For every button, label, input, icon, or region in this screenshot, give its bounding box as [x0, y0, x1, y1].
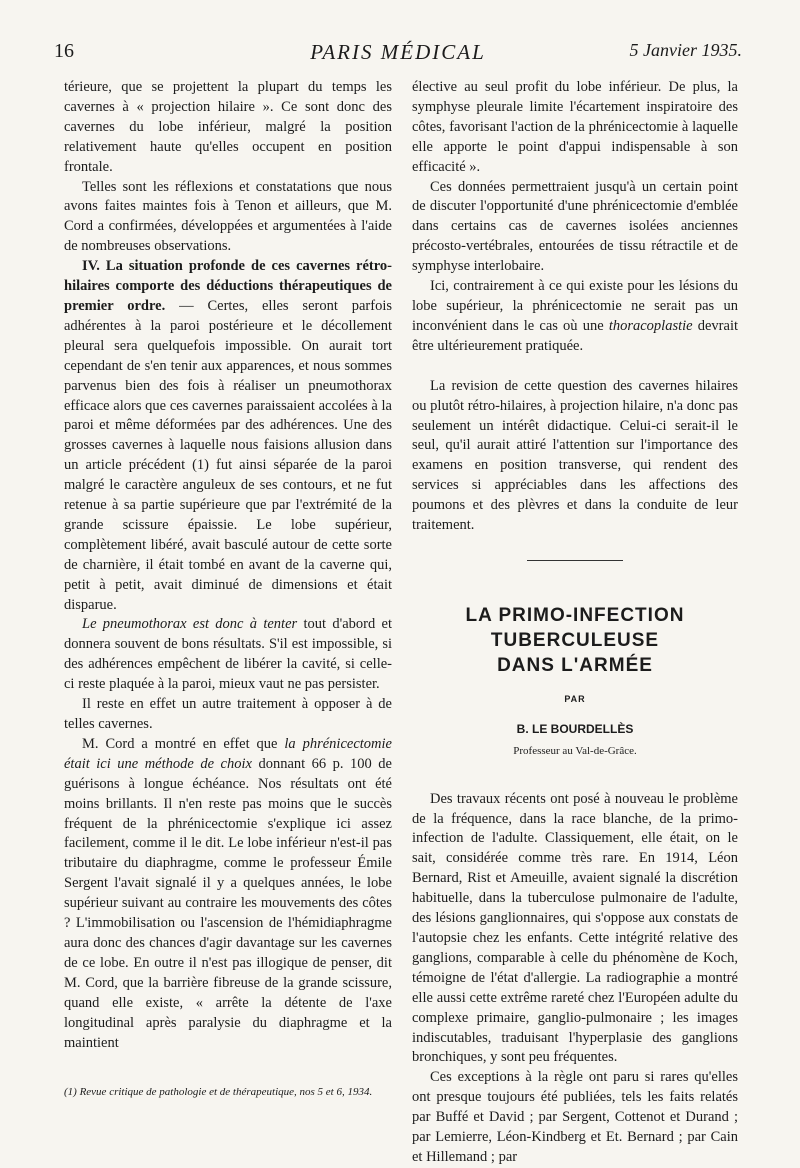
emphasis-text: la phrénicectomie était ici une méthode de choix [64, 735, 392, 772]
paragraph-text: tout d'abord et donnera souvent de bons résultats. S'il est impossible, si des adhérences empêchent de libérer la cavité, si celle-ci reste plaquée à la paroi, mieux vaut ne pas persister. [64, 616, 392, 693]
paragraph-text: M. Cord a montré en effet que [82, 735, 285, 752]
paragraph-text: donnant 66 p. 100 de guérisons à longue échéance. Nos résultats ont été moins brillants. Il n'en reste pas moins que le succès fréquent de la phrénicectomie s'explique ici assez facilement, comme il le dit. Le lobe inférieur n'est-il pas tributaire du diaphragme, comme le professeur Émile Sergent l'avait signalé il y a quelques années, le lobe supérieur suivant au contraire les mouvements des côtes ? L'immobilisation ou l'ascension de l'hémidiaphragme aura donc des chances d'agir davantage sur les cavernes de ce lobe. En outre il n'est pas illogique de penser, dit M. Cord, que la barrière fibreuse de la grande scissure, quand elle existe, « arrête la détente de l'axe longitudinal après paralysie du diaphragme et la maintient [64, 755, 392, 1051]
section-divider [527, 560, 623, 561]
paragraph-text: devrait être ultérieurement pratiquée. [412, 317, 739, 354]
article-author: B. LE BOURDELLÈS [516, 721, 634, 736]
paragraph-text: — Certes, elles seront parfois adhérentes à la paroi postérieure et le décollement pleural sera quelquefois impossible. On aurait tort cependant de s'en tenir aux apparences, et nous sommes parvenus bien des fois à réaliser un pneumothorax efficace alors que ces cavernes paraissaient accolées à la paroi et même déformées par des adhérences. Une des grosses cavernes à laquelle nous faisions allusion dans un article précédent (1) fut ainsi séparée de la paroi malgré le caractère anguleux de ses contours, et ne fut retenue à sa partie supérieure que par l'extrémité de la grande scissure épaissie. Le lobe supérieur, complètement libéré, avait basculé autour de cette sorte de charnière, il était tombé en avant de la caverne qui, petit à petit, avait diminué de dimensions et était disparue. [64, 297, 392, 613]
paragraph [412, 277, 738, 357]
byline-par: PAR [564, 693, 586, 704]
article-title-line: TUBERCULEUSE [490, 629, 660, 651]
paragraph [64, 735, 392, 1054]
right-column [412, 78, 738, 1168]
journal-title: PARIS MÉDICAL [310, 40, 486, 64]
article-title [412, 603, 738, 678]
paragraph: térieure, que se projettent la plupart du temps les cavernes à « projection hilaire ». Ce sont donc des cavernes du lobe inférieur, malgré la position relativement haute qu'elles occupent en position frontale. [64, 79, 392, 175]
left-column [64, 78, 392, 1053]
article-title-line: LA PRIMO-INFECTION [465, 604, 685, 626]
paragraph: élective au seul profit du lobe inférieur. De plus, la symphyse pleurale limite l'écartement inspiratoire des côtes, favorisant l'action de la phrénicectomie à laquelle elle apporte le point d'appui indispensable à son efficacité ». [412, 79, 738, 175]
article-title-line: DANS L'ARMÉE [497, 654, 653, 676]
paragraph: Ces données permettraient jusqu'à un certain point de discuter l'opportunité d'une phrénicectomie d'emblée dans certains cas de cavernes isolées anciennes précosto-vertébrales, entourées de tissu rétractile et de symphyse interlobaire. [412, 178, 738, 275]
paragraph-text: Ici, contrairement à ce qui existe pour les lésions du lobe supérieur, la phrénicectomie ne serait pas un inconvénient dans le cas où une [412, 278, 738, 334]
issue-date: 5 Janvier 1935. [629, 40, 742, 60]
paragraph: Telles sont les réflexions et constatations que nous avons faites maintes fois à Tenon et ailleurs, que M. Cord a confirmées, développées et argumentées à l'aide de nombreuses observations. [64, 178, 392, 255]
paragraph [64, 615, 392, 695]
paragraph: Ces exceptions à la règle ont paru si rares qu'elles ont presque toujours été publiées, tels les faits relatés par Buffé et David ; par Sergent, Cottenot et Durand ; par Lemierre, Léon-Kindberg et Et. Bernard ; par Cain et Hillemand ; par [412, 1069, 738, 1165]
footnote: (1) Revue critique de pathologie et de thérapeutique, nos 5 et 6, 1934. [64, 1086, 373, 1098]
paragraph: Il reste en effet un autre traitement à opposer à de telles cavernes. [64, 696, 392, 732]
paragraph: Des travaux récents ont posé à nouveau le problème de la fréquence, dans la race blanche, de la primo-infection de l'adulte. Classiquement, elle était, on le sait, considérée comme très rare. En 1914, Léon Bernard, Rist et Ameuille, avaient signalé la discrétion habituelle, dans la tuberculose pulmonaire de l'adulte, des lésions ganglionnaires, qui s'oppose aux constats de l'autopsie chez les enfants. Cette intégrité relative des ganglions, comparable à celle du phénomène de Koch, témoigne de l'état d'allergie. La radiographie a montré elle aussi cette extrême rareté chez l'Européen adulte du complexe primaire, ganglio-pulmonaire ; les images indiscutables, traduisant l'hyperplasie des ganglions bronchiques, y sont peu fréquentes. [412, 790, 738, 1066]
author-role: Professeur au Val-de-Grâce. [513, 744, 637, 757]
emphasis-text: Le pneumothorax est donc à tenter [82, 616, 298, 633]
section-heading: IV. La situation profonde de ces cavernes rétro-hilaires comporte des déductions thérapeutiques de premier ordre. [64, 258, 392, 314]
paragraph: La revision de cette question des cavernes hilaires ou plutôt rétro-hilaires, à projection hilaire, n'a donc pas seulement un intérêt didactique. Celui-ci serait-il le seul, qu'il aurait attiré l'attention sur l'importance des examens en position transverse, qui rendent des services si appréciables dans les affections des poumons et des plèvres et dans la conduite de leur traitement. [412, 377, 738, 534]
page-number: 16 [54, 40, 74, 62]
spacer [412, 357, 738, 377]
emphasis-text: thoracoplastie [608, 317, 693, 334]
section-paragraph [64, 257, 392, 615]
page-header [54, 40, 742, 74]
